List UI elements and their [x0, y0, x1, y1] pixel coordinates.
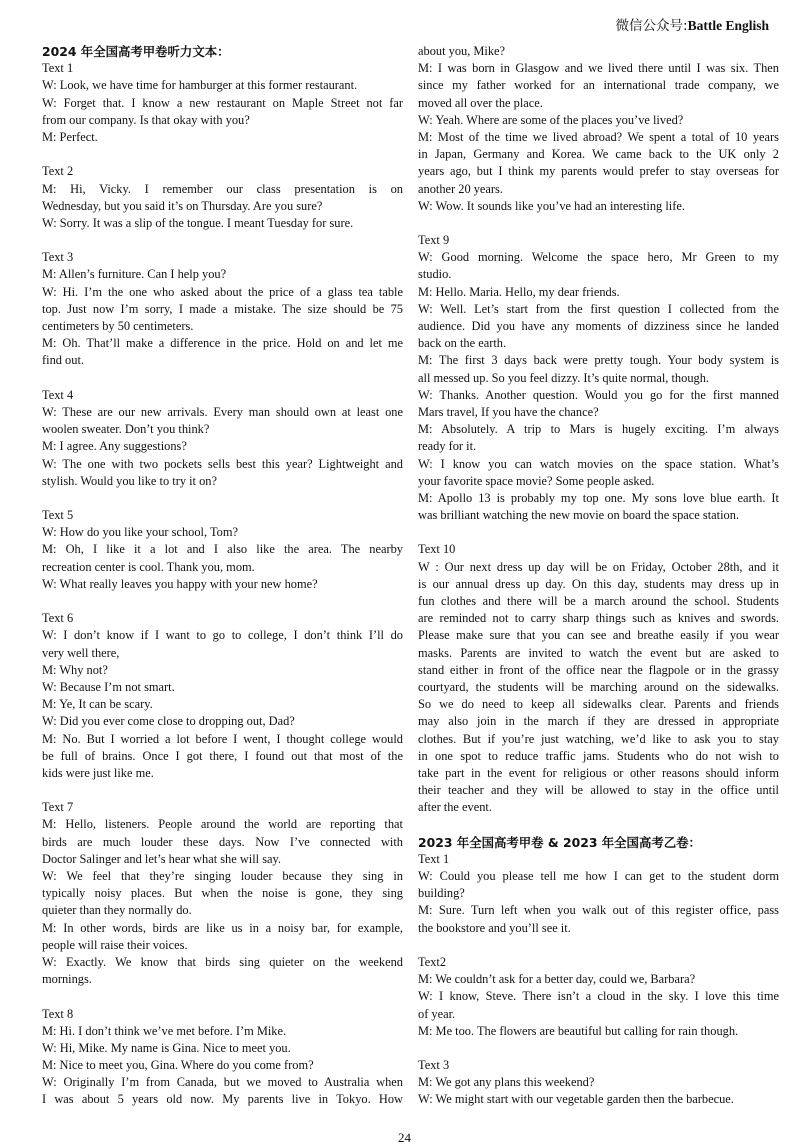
text-line: Text 4 [42, 387, 74, 402]
header-name: Battle English [687, 18, 769, 33]
text-line: M: Hello, listeners. People around the world are reporting that [42, 817, 403, 832]
text-line: W: Hi. I’m the one who asked about the price of a glass tea table [42, 284, 403, 299]
text-line: fun clothes and there will be a march around the school. Students [418, 594, 779, 608]
text-line: may also join in the march if they are dressed in appropriate [418, 714, 779, 729]
text-line: moved all over the place. [418, 95, 543, 110]
text-line: M: Hello. Maria. Hello, my dear friends. [418, 284, 620, 299]
text-line: Please make sure that you can see and breathe easily if you wear [418, 628, 779, 643]
text-line: M: Apollo 13 is probably my top one. My sons love blue earth. It [418, 490, 779, 505]
text-line: Mars travel, If you have the chance? [418, 404, 599, 419]
blank-line [418, 937, 779, 954]
text-line: So we do need to keep all sidewalks clear. Parents and friends [418, 697, 779, 712]
text-line: W: Forget that. I know a new restaurant on Maple Street not far [42, 95, 403, 110]
text-line: since my father worked for an international trade company, we [418, 78, 779, 93]
text-line: people will raise their voices. [42, 937, 188, 952]
text-line: M: Perfect. [42, 129, 98, 144]
text-line: M: The first 3 days back were pretty tough. Your body system is [418, 353, 779, 368]
text-line: all messed up. So you feel dizzy. It’s quite normal, though. [418, 370, 710, 385]
text-line: building? [418, 886, 465, 901]
text-line: centimeters by 50 centimeters. [42, 319, 194, 333]
text-line: Text2 [418, 954, 447, 969]
text-line: of year. [418, 1006, 456, 1021]
text-line: W: Well. Let’s start from the first question I collected from the [418, 301, 779, 316]
text-line: W: Because I’m not smart. [42, 679, 175, 694]
text-line: W: I don’t know if I want to go to college, I don’t think I’ll do [42, 628, 403, 643]
text-line: W: We feel that they’re singing louder because they sing in [42, 869, 403, 883]
text-line: your favorite space movie? Some people asked. [418, 473, 655, 488]
text-line: W: Look, we have time for hamburger at this former restaurant. [42, 78, 358, 93]
text-line: M: In other words, birds are like us in a noisy bar, for example, [42, 920, 403, 935]
blank-line [42, 490, 403, 507]
text-line: Text 1 [42, 61, 74, 76]
text-line: be full of brains. Once I got there, I found out that most of the [42, 748, 403, 763]
text-line: W: Good morning. Welcome the space hero, Mr Green to my [418, 250, 779, 265]
text-line: W: Hi, Mike. My name is Gina. Nice to meet you. [42, 1040, 291, 1055]
text-line: find out. [42, 353, 84, 368]
text-line: W: We might start with our vegetable garden then the barbecue. [418, 1092, 734, 1107]
blank-line [418, 816, 779, 833]
text-line: was brilliant watching the new movie on board the space station. [418, 508, 740, 523]
text-line: Wednesday, but you said it’s on Thursday. Are you sure? [42, 198, 323, 213]
blank-line [42, 370, 403, 387]
text-line: are reminded not to carry sharp things such as knives and swords. [418, 611, 779, 626]
header-prefix: 微信公众号: [615, 18, 688, 34]
text-line: after the event. [418, 800, 492, 815]
text-line: masks. Parents are invited to watch the event but are asked to [418, 645, 779, 660]
text-line: M: Oh, I like it a lot and I also like the area. The nearby [42, 542, 403, 557]
text-line: Text 1 [418, 851, 450, 866]
text-line: audience. Did you have any moments of dizziness since he landed [418, 319, 779, 333]
text-line: M: No. But I worried a lot before I went, I thought college would [42, 731, 403, 746]
text-line: take part in the event for religious or other reasons should inform [418, 765, 779, 780]
text-line: W: The one with two pockets sells best this year? Lightweight and [42, 456, 403, 471]
text-line: M: Oh. That’ll make a difference in the price. Hold on and let me [42, 336, 403, 351]
text-line: years ago, but I think my parents would prefer to stay overseas for [418, 164, 779, 179]
text-line: M: Nice to meet you, Gina. Where do you come from? [42, 1058, 314, 1073]
text-line: M: I agree. Any suggestions? [42, 439, 187, 454]
text-line: the bookstore and you’ll see it. [418, 920, 571, 935]
blank-line [42, 232, 403, 249]
text-line: typically noisy places. But when the noise is gone, they sing [42, 886, 403, 901]
text-line: M: We couldn’t ask for a better day, could we, Barbara? [418, 972, 696, 987]
text-line: W: Thanks. Another question. Would you go for the first manned [418, 387, 779, 402]
blank-line [42, 988, 403, 1005]
text-line: is our annual dress up day. On this day, students may dress up in [418, 576, 779, 591]
blank-line [418, 1040, 779, 1057]
text-line: courtyard, the students will be marching around on the sidewalks. [418, 679, 779, 694]
blank-line [418, 215, 779, 232]
blank-line [42, 593, 403, 610]
text-line: Text 3 [42, 250, 74, 265]
text-line: stand either in front of the office near the flagpole or in the grassy [418, 662, 779, 677]
text-line: Text 2 [42, 164, 74, 179]
text-line: recreation center is cool. Thank you, mom. [42, 559, 255, 574]
text-line: their teacher and they will be allowed to stay in the office until [418, 783, 779, 798]
right-column [418, 43, 779, 1109]
text-line: about you, Mike? [418, 44, 506, 58]
text-line: M: Most of the time we lived abroad? We spent a total of 10 years [418, 129, 779, 144]
text-line: ready for it. [418, 439, 477, 454]
text-line: Doctor Salinger and let’s hear what she will say. [42, 851, 282, 866]
text-line: mornings. [42, 972, 92, 987]
section-heading: 2024 年全国高考甲卷听力文本： [42, 44, 230, 59]
blank-line [418, 524, 779, 541]
text-line: in Japan, Germany and Korea. We came back to the UK only 2 [418, 147, 779, 162]
text-line: M: Hi. I don’t think we’ve met before. I’m Mike. [42, 1023, 287, 1038]
text-line: W: How do you like your school, Tom? [42, 525, 238, 540]
text-line: W: Yeah. Where are some of the places you’ve lived? [418, 112, 684, 127]
text-line: W: Did you ever come close to dropping out, Dad? [42, 714, 295, 729]
text-line: another 20 years. [418, 181, 503, 196]
text-line: W: Could you please tell me how I can get to the student dorm [418, 869, 779, 883]
text-line: Text 6 [42, 611, 74, 626]
blank-line [42, 782, 403, 799]
text-line: W: I know you can watch movies on the space station. What’s [418, 456, 779, 471]
text-line: W: Exactly. We know that birds sing quieter on the weekend [42, 954, 403, 969]
watermark-header [616, 14, 769, 34]
text-line: Text 3 [418, 1058, 450, 1073]
text-line: clothes. But if you’re just watching, we’d like to ask you to stay [418, 731, 779, 746]
text-line: M: Absolutely. A trip to Mars is hugely exciting. I’m always [418, 422, 779, 437]
text-line: W: What really leaves you happy with your new home? [42, 576, 318, 591]
text-line: birds are much louder these days. Now I’ve connected with [42, 834, 403, 849]
text-line: Text 5 [42, 508, 74, 523]
text-line: W: I know, Steve. There isn’t a cloud in the sky. I love this time [418, 989, 779, 1004]
text-line: very well there, [42, 645, 120, 660]
text-line: stylish. Would you like to try it on? [42, 473, 217, 488]
text-line: M: Sure. Turn left when you walk out of this register office, pass [418, 903, 779, 918]
text-line: W: Sorry. It was a slip of the tongue. I meant Tuesday for sure. [42, 215, 354, 230]
text-line: M: Hi, Vicky. I remember our class presentation is on [42, 181, 403, 196]
blank-line [42, 146, 403, 163]
text-line: Text 10 [418, 542, 456, 557]
text-line: Text 8 [42, 1006, 74, 1021]
left-column [42, 43, 403, 1109]
text-line: from our company. Is that okay with you? [42, 112, 250, 127]
text-line: W: Originally I’m from Canada, but we moved to Australia when [42, 1075, 403, 1090]
text-line: W: These are our new arrivals. Every man should own at least one [42, 404, 403, 419]
text-line: quieter than they normally do. [42, 903, 192, 918]
text-line: W: Wow. It sounds like you’ve had an interesting life. [418, 198, 685, 213]
text-line: M: Why not? [42, 662, 108, 677]
text-line: M: Me too. The flowers are beautiful but calling for rain though. [418, 1023, 739, 1038]
text-line: in one spot to reduce traffic jams. Students who do not wish to [418, 748, 779, 763]
text-line: woolen sweater. Don’t you think? [42, 422, 210, 437]
text-line: top. Just now I’m sorry, I made a mistake. The size should be 75 [42, 301, 403, 316]
text-line: M: We got any plans this weekend? [418, 1075, 595, 1090]
text-line: studio. [418, 267, 452, 282]
page-number: 24 [398, 1130, 411, 1145]
text-line: M: Allen’s furniture. Can I help you? [42, 267, 227, 282]
text-line: I was about 5 years old now. My parents live in Tokyo. How [42, 1092, 403, 1107]
text-line: kids were just like me. [42, 765, 154, 780]
text-line: M: I was born in Glasgow and we lived there until I was six. Then [418, 61, 779, 76]
section-heading: 2023 年全国高考甲卷 & 2023 年全国高考乙卷： [418, 834, 701, 850]
text-line: W : Our next dress up day will be on Friday, October 28th, and it [418, 559, 779, 574]
text-line: Text 7 [42, 800, 74, 815]
text-line: M: Ye, It can be scary. [42, 697, 153, 712]
text-line: Text 9 [418, 233, 450, 248]
text-line: back on the earth. [418, 336, 507, 351]
